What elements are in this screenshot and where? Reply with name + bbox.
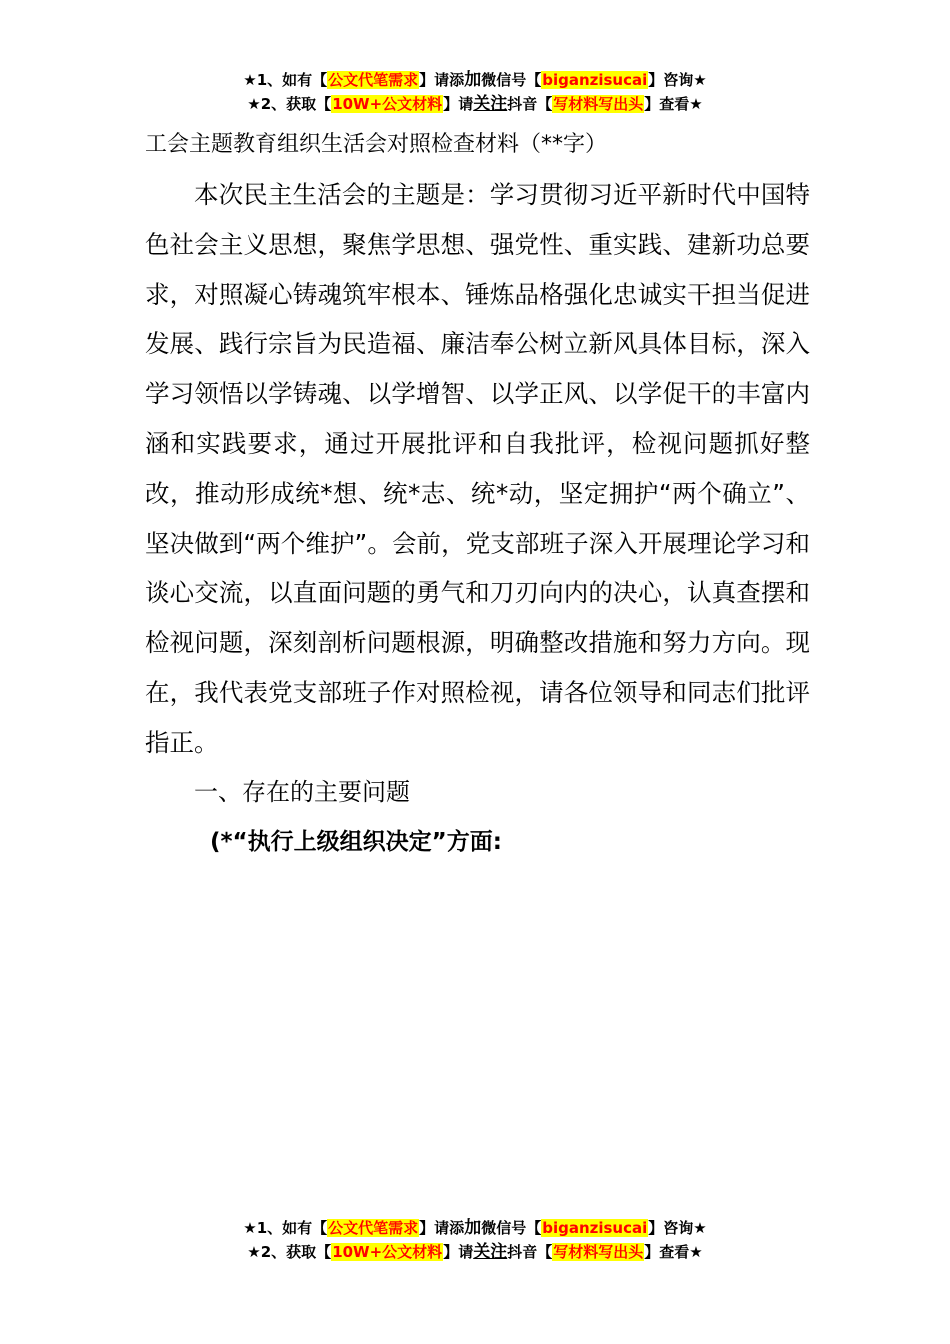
promo-banner-top <box>0 68 950 116</box>
sub-heading: (*“执行上级组织决定”方面: <box>210 829 502 855</box>
promo-text: 关注 <box>473 1242 508 1262</box>
document-title: 工会主题教育组织生活会对照检查材料（**字） <box>145 132 608 157</box>
promo-line-2 <box>0 92 950 116</box>
promo-text: 】请添 <box>419 71 465 89</box>
promo-highlight: biganzisucai <box>542 1219 648 1237</box>
promo-text: 】查看★ <box>644 1243 703 1261</box>
promo-text: ★2、获取【 <box>247 1243 332 1261</box>
promo-text: ★1、如有【 <box>243 1219 328 1237</box>
promo-text: 微信号【 <box>481 1219 542 1237</box>
promo-text: 抖音【 <box>507 95 553 113</box>
promo-highlight: 写材料写出头 <box>553 95 644 113</box>
section-heading: 一、存在的主要问题 <box>194 778 410 806</box>
promo-text: 】查看★ <box>644 95 703 113</box>
promo-text: ★1、如有【 <box>243 71 328 89</box>
promo-highlight: 公文代笔需求 <box>328 1219 419 1237</box>
promo-highlight: 10W+公文材料 <box>332 1243 443 1261</box>
promo-text: 】咨询★ <box>648 71 707 89</box>
promo-line-1 <box>0 68 950 92</box>
promo-text: ★2、获取【 <box>247 95 332 113</box>
promo-text: 】请添 <box>419 1219 465 1237</box>
promo-text: 加 <box>464 70 482 90</box>
promo-highlight: 写材料写出头 <box>553 1243 644 1261</box>
promo-line-2 <box>0 1240 950 1264</box>
promo-text: 】请 <box>443 95 474 113</box>
promo-text: 加 <box>464 1218 482 1238</box>
body-paragraph: 本次民主生活会的主题是：学习贯彻习近平新时代中国特色社会主义思想，聚焦学思想、强党性、重实践、建新功总要求，对照凝心铸魂筑牢根本、锤炼品格强化忠诚实干担当促进发展、践行宗旨为民造福、廉洁奉公树立新风具体目标，深入学习领悟以学铸魂、以学增智、以学正风、以学促干的丰富内涵和实践要求，通过开展批评和自我批评，检视问题抓好整改，推动形成统*想、统*志、统*动，坚定拥护“两个确立”、坚决做到“两个维护”。会前，党支部班子深入开展理论学习和谈心交流，以直面问题的勇气和刀刃向内的决心，认真查摆和检视问题，深刻剖析问题根源，明确整改措施和努力方向。现在，我代表党支部班子作对照检视，请各位领导和同志们批评指正。 <box>145 180 810 757</box>
promo-text: 关注 <box>473 94 508 114</box>
promo-text: 】请 <box>443 1243 474 1261</box>
promo-highlight: biganzisucai <box>542 71 648 89</box>
promo-text: 抖音【 <box>507 1243 553 1261</box>
promo-banner-bottom <box>0 1216 950 1264</box>
promo-text: 】咨询★ <box>648 1219 707 1237</box>
promo-highlight: 公文代笔需求 <box>328 71 419 89</box>
promo-text: 微信号【 <box>481 71 542 89</box>
promo-line-1 <box>0 1216 950 1240</box>
promo-highlight: 10W+公文材料 <box>332 95 443 113</box>
